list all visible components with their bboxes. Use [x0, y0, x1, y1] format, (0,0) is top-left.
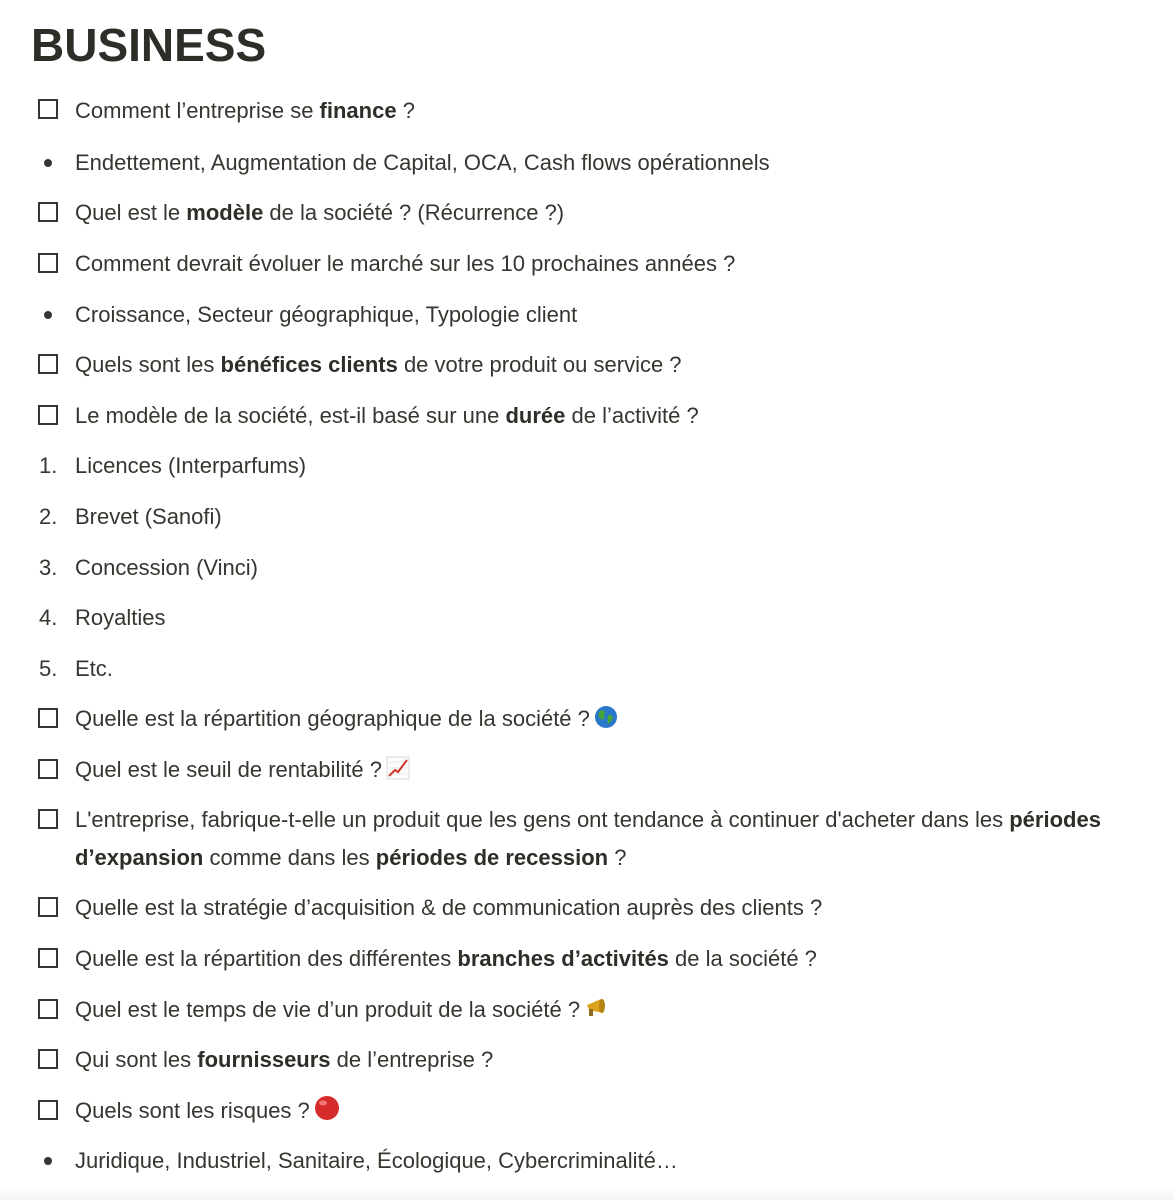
todo-text: Quelle est la stratégie d’acquisition & de communication auprès des clients ? — [75, 895, 823, 920]
todo-text: Comment devrait évoluer le marché sur les 10 prochaines années ? — [75, 251, 736, 276]
list-number: 3. — [39, 555, 58, 580]
globe-icon — [594, 703, 618, 741]
todo-checkbox[interactable] — [38, 253, 58, 273]
todo-checkbox[interactable] — [38, 708, 58, 728]
todo-text: Quel est le seuil de rentabilité ? — [75, 751, 1145, 792]
todo-checkbox[interactable] — [38, 405, 58, 425]
bullet-dot — [44, 311, 52, 319]
todo-text: L'entreprise, fabrique-t-elle un produit que les gens ont tendance à continuer d'acheter dans les périodes d’expansion comme dans les périodes de recession ? — [75, 807, 1101, 870]
numbered-text: Royalties — [75, 605, 166, 630]
list-number: 1. — [39, 453, 58, 478]
todo-checkbox[interactable] — [38, 1049, 58, 1069]
page-title: BUSINESS — [31, 19, 267, 71]
todo-checkbox[interactable] — [38, 897, 58, 917]
red-circle-icon — [314, 1095, 340, 1133]
todo-text: Quelle est la répartition des différentes branches d’activités de la société ? — [75, 946, 817, 971]
todo-text: Quels sont les bénéfices clients de votre produit ou service ? — [75, 352, 682, 377]
todo-checkbox[interactable] — [38, 354, 58, 374]
todo-text: Le modèle de la société, est-il basé sur une durée de l’activité ? — [75, 403, 699, 428]
megaphone-icon — [584, 994, 612, 1032]
todo-checkbox[interactable] — [38, 759, 58, 779]
bullet-dot — [44, 159, 52, 167]
numbered-text: Licences (Interparfums) — [75, 453, 307, 478]
todo-checkbox[interactable] — [38, 948, 58, 968]
todo-text: Qui sont les fournisseurs de l’entreprise ? — [75, 1047, 494, 1072]
todo-text: Comment l’entreprise se finance ? — [75, 98, 415, 123]
bullet-text: Endettement, Augmentation de Capital, OCA, Cash flows opérationnels — [75, 150, 770, 175]
todo-checkbox[interactable] — [38, 809, 58, 829]
todo-text: Quelle est la répartition géographique de la société ? — [75, 700, 1145, 741]
todo-checkbox[interactable] — [38, 1100, 58, 1120]
bullet-dot — [44, 1157, 52, 1165]
todo-text: Quel est le modèle de la société ? (Récurrence ?) — [75, 200, 565, 225]
todo-checkbox[interactable] — [38, 99, 58, 119]
todo-checkbox[interactable] — [38, 999, 58, 1019]
bullet-text: Juridique, Industriel, Sanitaire, Écologique, Cybercriminalité… — [75, 1148, 678, 1173]
chart-increasing-icon — [386, 754, 410, 792]
list-number: 4. — [39, 605, 58, 630]
todo-text: Quel est le temps de vie d’un produit de la société ? — [75, 991, 1145, 1032]
bottom-edge — [0, 1188, 1174, 1200]
numbered-text: Etc. — [75, 656, 113, 681]
numbered-text: Concession (Vinci) — [75, 555, 259, 580]
bullet-text: Croissance, Secteur géographique, Typologie client — [75, 302, 578, 327]
numbered-text: Brevet (Sanofi) — [75, 504, 222, 529]
list-number: 5. — [39, 656, 58, 681]
list-number: 2. — [39, 504, 58, 529]
todo-checkbox[interactable] — [38, 202, 58, 222]
todo-text: Quels sont les risques ? — [75, 1092, 1145, 1133]
